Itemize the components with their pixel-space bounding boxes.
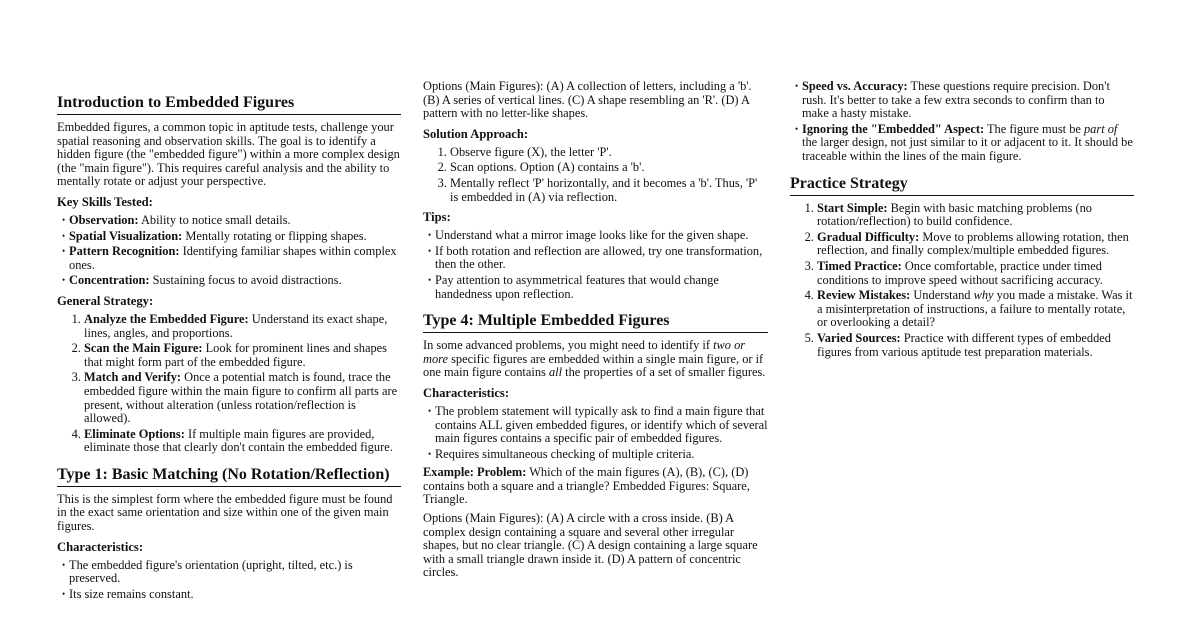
term: Gradual Difficulty: [817, 229, 920, 244]
list-item: 2. Scan options. Option (A) contains a 'b'. [450, 161, 768, 175]
item-text: Begin with basic matching problems (no rotation/reflection) to build confidence. [817, 200, 1092, 229]
mistakes-list [790, 80, 1134, 164]
strategy-list [57, 313, 401, 455]
tips-list [423, 229, 768, 301]
options-paragraph: Options (Main Figures): (A) A collection of letters, including a 'b'. (B) A series of vertical lines. (C) A shape resembling an 'R'. (D) A pattern with no letter-like shapes. [423, 79, 752, 121]
list-item: • Requires simultaneous checking of multiple criteria. [435, 448, 768, 462]
term: Start Simple: [817, 200, 888, 215]
list-item [817, 260, 1134, 287]
term: Analyze the Embedded Figure: [84, 311, 249, 326]
term: Review Mistakes: [817, 288, 911, 303]
item-text: If multiple main figures are provided, eliminate those that clearly don't contain the embedded figure. [84, 426, 393, 455]
item-text: Mentally rotating or flipping shapes. [182, 228, 367, 243]
list-item [802, 123, 1134, 164]
text-run: specific figures are embedded within a single main figure, or if one main figure contains [423, 351, 764, 380]
list-item [802, 80, 1134, 121]
emphasis: two or more [423, 338, 746, 366]
item-text: Sustaining focus to avoid distractions. [149, 273, 342, 288]
list-item: • Pay attention to asymmetrical features that would change handedness upon reflection. [435, 274, 768, 301]
item-text: Move to problems allowing rotation, then reflection, and finally complex/multiple embedded figures. [817, 229, 1129, 258]
example-paragraph [423, 466, 768, 507]
term: Scan the Main Figure: [84, 341, 203, 356]
list-item [69, 214, 401, 228]
example-label: Example: Problem: [423, 465, 527, 480]
list-item: • Its size remains constant. [69, 588, 401, 602]
list-item: 1. Observe figure (X), the letter 'P'. [450, 146, 768, 160]
list-item: • Understand what a mirror image looks like for the given shape. [435, 229, 768, 243]
list-item [84, 342, 401, 369]
term: Varied Sources: [817, 330, 901, 345]
type4-characteristics-heading: Characteristics: [423, 385, 510, 400]
item-text: Understand [910, 288, 974, 303]
list-item [69, 274, 401, 288]
strategy-heading: General Strategy: [57, 293, 154, 308]
example-options-paragraph: Options (Main Figures): (A) A circle with a cross inside. (B) A complex design containing a square and several other irregular shapes, but no clear triangle. (C) A design containing a large square with a small triangle drawn inside it. (D) A pattern of concentric circles. [423, 511, 758, 580]
item-text: These questions require precision. Don't rush. It's better to take a few extra seconds to confirm than to make a hasty mistake. [802, 79, 1110, 121]
type1-characteristics-heading: Characteristics: [57, 539, 144, 554]
intro-heading: Introduction to Embedded Figures [57, 93, 401, 115]
practice-list [790, 202, 1134, 360]
column-2 [423, 80, 768, 585]
term: Observation: [69, 212, 139, 227]
type1-heading: Type 1: Basic Matching (No Rotation/Reflection) [57, 465, 401, 487]
text-run: the properties of a set of smaller figures. [562, 365, 766, 380]
list-item [817, 332, 1134, 359]
item-text: Ability to notice small details. [138, 212, 291, 227]
item-text: Once a potential match is found, trace the embedded figure within the main figure to confirm all parts are present, without alteration (unless rotation/reflection is allowed). [84, 370, 398, 426]
item-text: The figure must be [984, 121, 1084, 136]
item-text: Understand its exact shape, lines, angles, and proportions. [84, 311, 388, 340]
text-run: In some advanced problems, you might need to identify if [423, 338, 714, 353]
item-text: Once comfortable, practice under timed conditions to improve speed without sacrificing accuracy. [817, 258, 1103, 287]
item-text: Look for prominent lines and shapes that might form part of the embedded figure. [84, 341, 387, 369]
practice-heading: Practice Strategy [790, 174, 1134, 196]
list-item [817, 202, 1134, 229]
solution-list [423, 146, 768, 204]
item-text: you made a mistake. Was it a misinterpretation of instructions, a failure to mentally rotate, or overlooking a detail? [817, 288, 1133, 330]
list-item [84, 428, 401, 455]
list-item [84, 371, 401, 425]
list-item: 3. Mentally reflect 'P' horizontally, and it becomes a 'b'. Thus, 'P' is embedded in (A) via reflection. [450, 177, 768, 204]
list-item: • The embedded figure's orientation (upright, tilted, etc.) is preserved. [69, 559, 401, 586]
skills-heading: Key Skills Tested: [57, 194, 153, 209]
emphasis: part of [1083, 121, 1118, 136]
column-3 [790, 80, 1134, 364]
term: Match and Verify: [84, 370, 182, 385]
tips-heading: Tips: [423, 210, 451, 225]
emphasis: all [548, 365, 563, 380]
type4-characteristics-list [423, 405, 768, 461]
type4-paragraph [423, 339, 768, 380]
term: Concentration: [69, 273, 150, 288]
list-item [84, 313, 401, 340]
list-item: • If both rotation and reflection are allowed, try one transformation, then the other. [435, 245, 768, 272]
emphasis: why [973, 288, 994, 303]
term: Timed Practice: [817, 258, 902, 273]
item-text: the larger design, not just similar to it or adjacent to it. It should be traceable within the lines of the main figure. [802, 135, 1133, 163]
list-item [69, 245, 401, 272]
term: Speed vs. Accuracy: [802, 79, 908, 93]
list-item [817, 231, 1134, 258]
intro-paragraph: Embedded figures, a common topic in aptitude tests, challenge your spatial reasoning and observation skills. The goal is to identify a hidden figure (the "embedded figure") within a more complex design (the "main figure"). This requires careful analysis and the ability to mentally rotate or adjust your perspective. [57, 120, 400, 189]
item-text: Practice with different types of embedded figures from various aptitude test preparation materials. [817, 330, 1111, 359]
solution-heading: Solution Approach: [423, 126, 529, 141]
list-item [69, 230, 401, 244]
term: Eliminate Options: [84, 426, 185, 441]
column-1 [57, 93, 401, 606]
item-text: Identifying familiar shapes within complex ones. [69, 244, 397, 272]
skills-list [57, 214, 401, 288]
type1-paragraph: This is the simplest form where the embedded figure must be found in the exact same orientation and size within one of the given main figures. [57, 491, 393, 534]
term: Ignoring the "Embedded" Aspect: [802, 121, 985, 136]
term: Pattern Recognition: [69, 244, 180, 259]
term: Spatial Visualization: [69, 228, 183, 243]
type1-characteristics-list [57, 559, 401, 602]
list-item: • The problem statement will typically ask to find a main figure that contains ALL given embedded figures, or identify which of several main figures contains a specific pair of embedded figures. [435, 405, 768, 446]
text-run: Which of the main figures (A), (B), (C), (D) contains both a square and a triangle? Embedded Figures: Square, Triangle. [423, 465, 750, 507]
list-item [817, 289, 1134, 330]
type4-heading: Type 4: Multiple Embedded Figures [423, 311, 768, 333]
